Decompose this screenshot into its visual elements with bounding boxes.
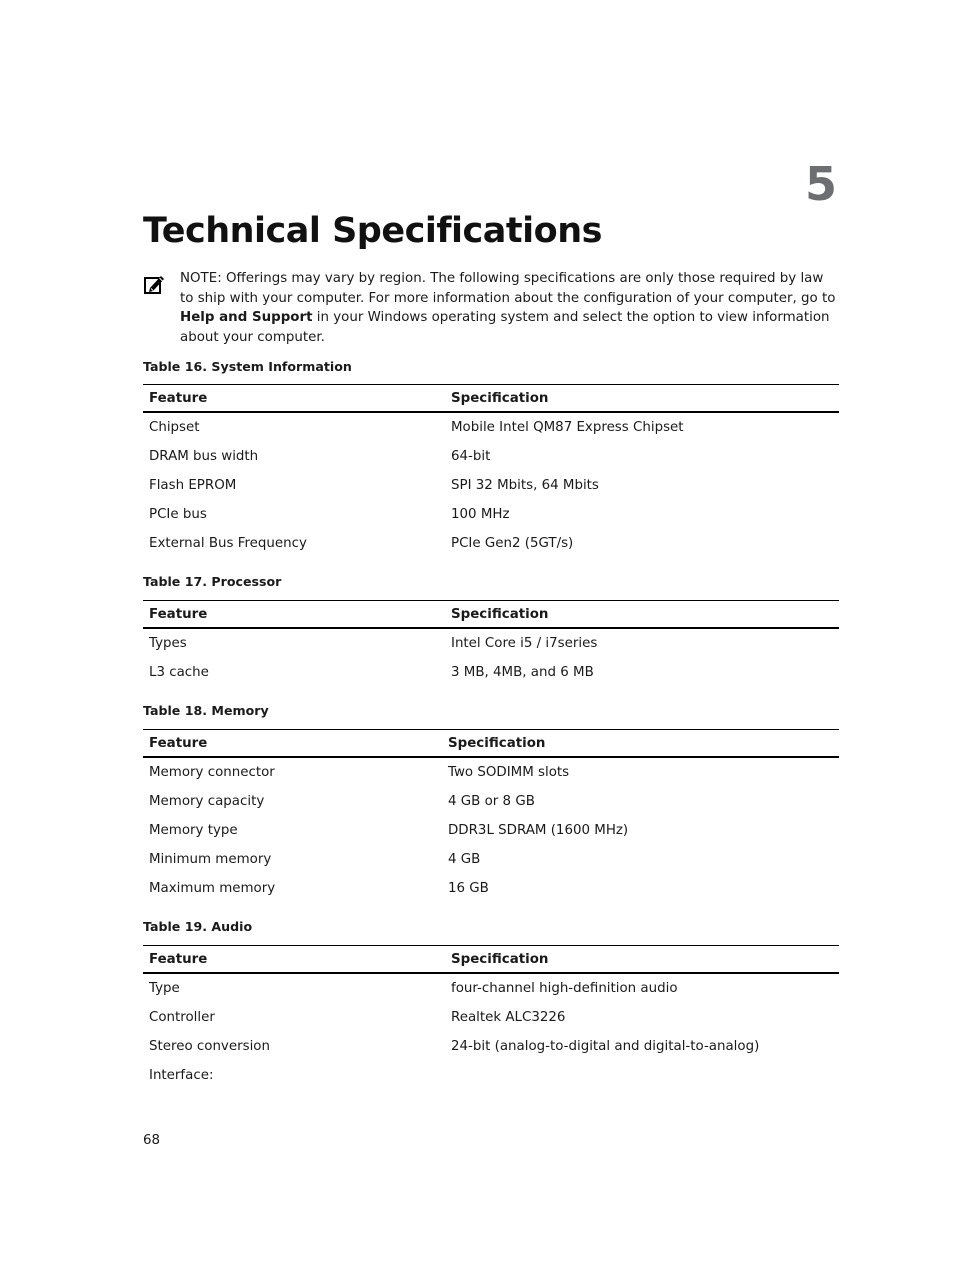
- feature-cell: Maximum memory: [149, 881, 276, 896]
- note-body-2: in your Windows operating system and select the option to view information about your computer.: [180, 310, 830, 345]
- table-caption-memory: Table 18. Memory: [143, 703, 269, 718]
- spec-cell: SPI 32 Mbits, 64 Mbits: [451, 478, 599, 493]
- header-specification: Specification: [445, 385, 839, 413]
- feature-cell: Chipset: [149, 420, 200, 435]
- table-row: [143, 658, 839, 687]
- table-row: [143, 412, 839, 442]
- table-header-row: [143, 601, 839, 629]
- feature-cell: DRAM bus width: [149, 449, 259, 464]
- spec-cell: PCIe Gen2 (5GT/s): [451, 536, 574, 551]
- table-row: [143, 787, 839, 816]
- spec-cell: Two SODIMM slots: [448, 765, 570, 780]
- table-caption-system-information: Table 16. System Information: [143, 359, 352, 374]
- feature-cell: Types: [149, 636, 187, 651]
- feature-cell: Memory capacity: [149, 794, 265, 809]
- header-feature: Feature: [143, 946, 445, 974]
- table-audio: [143, 945, 839, 1090]
- table-row: [143, 500, 839, 529]
- header-feature: Feature: [143, 730, 442, 758]
- feature-cell: Memory type: [149, 823, 238, 838]
- feature-cell: Memory connector: [149, 765, 275, 780]
- table-row: [143, 973, 839, 1003]
- pencil-note-icon: [144, 273, 166, 295]
- table-system-information: [143, 384, 839, 558]
- feature-cell: Type: [149, 981, 180, 996]
- table-row: [143, 1003, 839, 1032]
- table-row: [143, 816, 839, 845]
- chapter-number: 5: [804, 157, 837, 211]
- spec-cell: 64-bit: [451, 449, 491, 464]
- spec-cell: DDR3L SDRAM (1600 MHz): [448, 823, 629, 838]
- spec-cell: Mobile Intel QM87 Express Chipset: [451, 420, 684, 435]
- spec-cell: 3 MB, 4MB, and 6 MB: [451, 665, 594, 680]
- table-header-row: [143, 385, 839, 413]
- spec-cell: [445, 1061, 839, 1090]
- table-row: [143, 757, 839, 787]
- table-header-row: [143, 946, 839, 974]
- spec-cell: 24-bit (analog-to-digital and digital-to-analog): [451, 1039, 760, 1054]
- spec-cell: 100 MHz: [451, 507, 510, 522]
- table-row: [143, 442, 839, 471]
- page-number: 68: [143, 1133, 161, 1148]
- header-specification: Specification: [445, 601, 839, 629]
- table-memory: [143, 729, 839, 903]
- spec-cell: four-channel high-definition audio: [451, 981, 678, 996]
- note-text: [180, 269, 840, 347]
- table-row: [143, 529, 839, 558]
- spec-cell: Realtek ALC3226: [451, 1010, 566, 1025]
- feature-cell: L3 cache: [149, 665, 209, 680]
- header-specification: Specification: [445, 946, 839, 974]
- header-specification: Specification: [442, 730, 839, 758]
- feature-cell: External Bus Frequency: [149, 536, 307, 551]
- table-row: [143, 628, 839, 658]
- table-row: [143, 1061, 839, 1090]
- feature-cell: Interface:: [149, 1068, 214, 1083]
- table-processor: [143, 600, 839, 687]
- table-caption-processor: Table 17. Processor: [143, 574, 282, 589]
- spec-cell: 4 GB or 8 GB: [448, 794, 535, 809]
- page-title: Technical Specifications: [143, 211, 602, 251]
- header-feature: Feature: [143, 601, 445, 629]
- feature-cell: Flash EPROM: [149, 478, 237, 493]
- spec-cell: 4 GB: [448, 852, 481, 867]
- table-caption-audio: Table 19. Audio: [143, 919, 253, 934]
- table-row: [143, 874, 839, 903]
- feature-cell: PCIe bus: [149, 507, 207, 522]
- table-row: [143, 1032, 839, 1061]
- feature-cell: Minimum memory: [149, 852, 272, 867]
- header-feature: Feature: [143, 385, 445, 413]
- table-header-row: [143, 730, 839, 758]
- note-label: NOTE:: [180, 271, 222, 286]
- help-and-support-emphasis: Help and Support: [180, 310, 313, 325]
- spec-cell: 16 GB: [448, 881, 489, 896]
- feature-cell: Controller: [149, 1010, 215, 1025]
- spec-cell: Intel Core i5 / i7series: [451, 636, 598, 651]
- feature-cell: Stereo conversion: [149, 1039, 270, 1054]
- table-row: [143, 471, 839, 500]
- table-row: [143, 845, 839, 874]
- note-body-1: Offerings may vary by region. The following specifications are only those required by law to ship with your computer. For more information about the configuration of your computer, go to: [180, 271, 836, 306]
